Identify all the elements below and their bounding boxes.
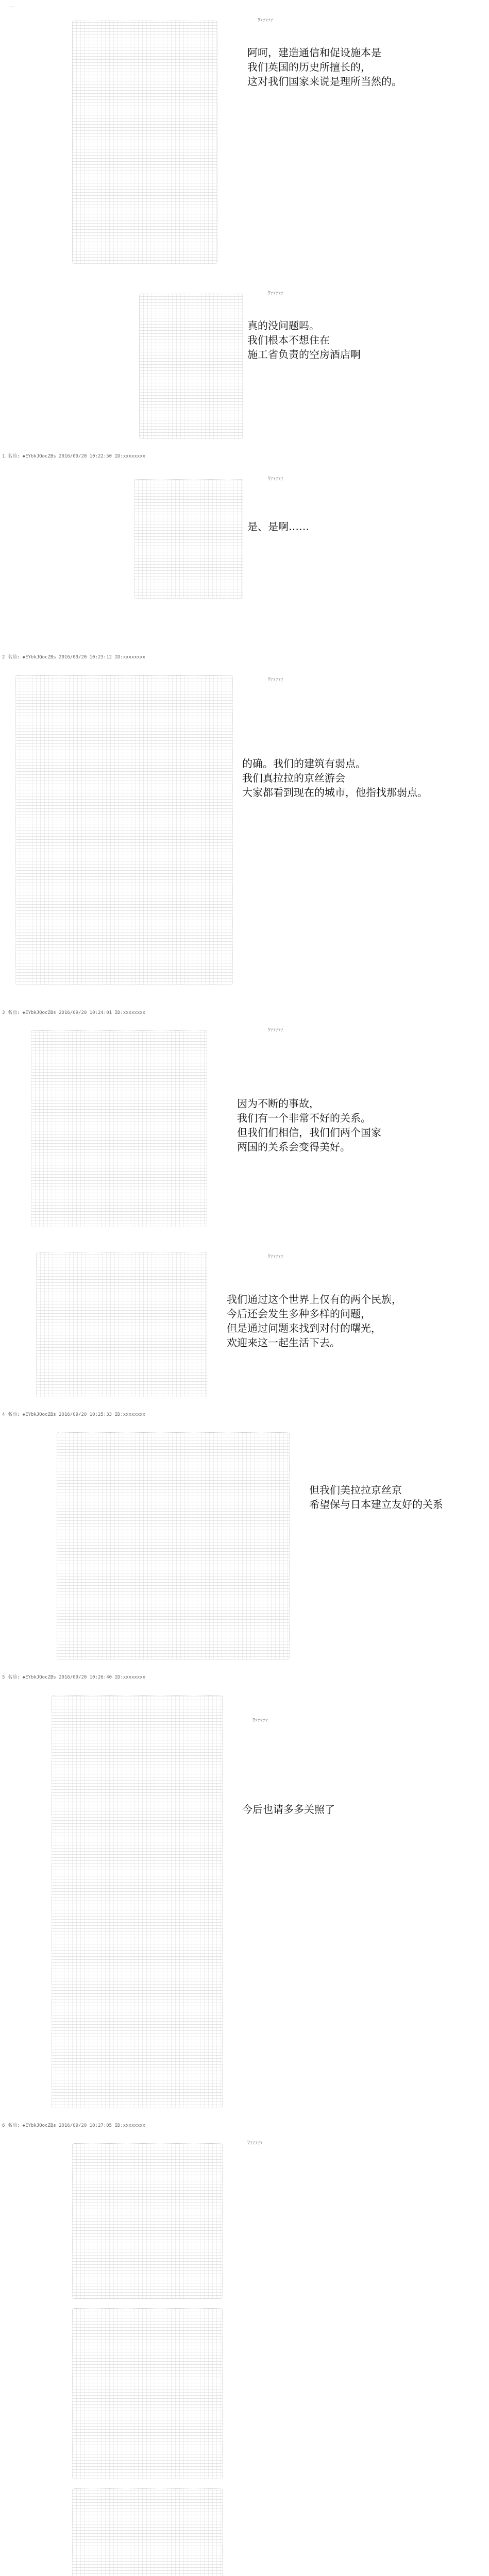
- speech-text: 阿呵，建造通信和促设施本是 我们英国的历史所擅长的， 这对我们国家来说是理所当然的。: [247, 46, 402, 88]
- speech-text: 因为不断的事故， 我们有一个非常不好的关系。 但我们们相信，我们们两个国家 两国的关系会变得美好。: [237, 1097, 381, 1153]
- post-3: [0, 464, 489, 618]
- sound-effect: ﾜｧｧｧｧｧ: [268, 677, 283, 683]
- ascii-art-figure: [36, 1252, 207, 1397]
- sound-effect: ﾜｧｧｧｧｧ: [268, 1027, 283, 1033]
- post-7: [0, 1422, 489, 1669]
- sound-effect: ﾜｧｧｧｧｧ: [258, 18, 273, 23]
- sound-effect: ﾜｧｧｧｧｧ: [268, 291, 283, 296]
- post-9: [0, 2133, 489, 2576]
- ascii-art-figure: [139, 294, 243, 439]
- ascii-art-figure: [72, 2488, 223, 2576]
- post-8: [0, 1685, 489, 2117]
- post-4: [0, 665, 489, 1005]
- ascii-art-figure: [52, 1695, 223, 2108]
- speech-text: 是、是啊……: [247, 520, 309, 533]
- ascii-art-figure: [15, 675, 233, 985]
- speech-text: 我们通过这个世界上仅有的两个民族， 今后还会发生多种多样的问题， 但是通过问题来找到对付的曙光， 欢迎来这一起生活下去。: [227, 1293, 402, 1349]
- corner-mark: …: [9, 3, 14, 9]
- post-header: 3 名前: ◆EYbkJQocZBs 2016/09/20 10:24:01 ID:xxxxxxxx: [2, 1010, 146, 1015]
- speech-text: 真的没问题吗。 我们根本不想住在 施工省负责的空房酒店啊: [247, 319, 361, 361]
- post-header: 2 名前: ◆EYbkJQocZBs 2016/09/20 10:23:12 ID:xxxxxxxx: [2, 655, 146, 660]
- speech-text: 的确。我们的建筑有弱点。 我们真拉拉的京丝游会 大家都看到现在的城市，他指找那弱点。: [242, 757, 428, 799]
- sound-effect: ﾜｧｧｧｧｧ: [247, 2140, 263, 2146]
- sound-effect: ﾜｧｧｧｧｧ: [268, 1254, 283, 1260]
- post-5: [0, 1020, 489, 1236]
- ascii-art-figure: [72, 2308, 223, 2479]
- ascii-art-figure: [72, 2143, 223, 2299]
- ascii-art-figure: [72, 21, 217, 264]
- ascii-art-figure: [31, 1030, 207, 1227]
- post-1: [0, 10, 489, 289]
- sound-effect: ﾜｧｧｧｧｧ: [268, 476, 283, 482]
- ascii-art-figure: [57, 1432, 290, 1660]
- speech-text: 今后也请多多关照了: [242, 1803, 335, 1816]
- post-header: 4 名前: ◆EYbkJQocZBs 2016/09/20 10:25:33 ID:xxxxxxxx: [2, 1412, 146, 1417]
- post-header: 6 名前: ◆EYbkJQocZBs 2016/09/20 10:27:05 ID:xxxxxxxx: [2, 2123, 146, 2128]
- post-header: 1 名前: ◆EYbkJQocZBs 2016/09/20 10:22:50 ID:xxxxxxxx: [2, 454, 146, 459]
- ascii-art-figure: [134, 479, 243, 599]
- post-2: [0, 289, 489, 453]
- speech-text: 但我们美拉拉京丝京 希望保与日本建立友好的关系: [309, 1484, 443, 1511]
- post-6: [0, 1247, 489, 1401]
- post-header: 5 名前: ◆EYbkJQocZBs 2016/09/20 10:26:40 ID:xxxxxxxx: [2, 1675, 146, 1680]
- sound-effect: ﾜｧｧｧｧｧ: [252, 1718, 268, 1723]
